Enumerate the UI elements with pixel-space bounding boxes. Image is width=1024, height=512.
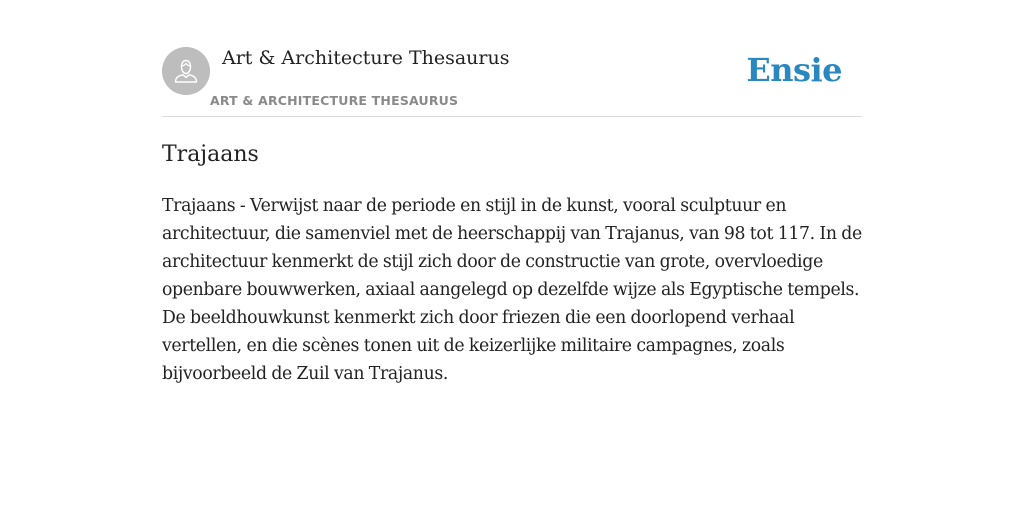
entry-term: Trajaans [162, 142, 259, 167]
source-subtitle[interactable]: ART & ARCHITECTURE THESAURUS [210, 93, 459, 108]
entry-definition: Trajaans - Verwijst naar de periode en stijl in de kunst, vooral sculptuur en architectuur, die samenviel met de heerschappij van Trajanus, van 98 tot 117. In de architectuur kenmerkt de stijl zich door de constructie van grote, overvloedige openbare bouwwerken, axiaal aangelegd op dezelfde wijze als Egyptische tempels. De beeldhouwkunst kenmerkt zich door friezen die een doorlopend verhaal vertellen, en die scènes tonen uit de keizerlijke militaire campagnes, zoals bijvoorbeeld de Zuil van Trajanus. [162, 196, 862, 384]
user-icon [162, 47, 210, 95]
entry-card [162, 0, 862, 384]
ensie-logo[interactable]: Ensie [746, 51, 842, 89]
source-title[interactable]: Art & Architecture Thesaurus [222, 47, 510, 69]
avatar[interactable] [162, 47, 210, 95]
entry-header [162, 0, 862, 117]
